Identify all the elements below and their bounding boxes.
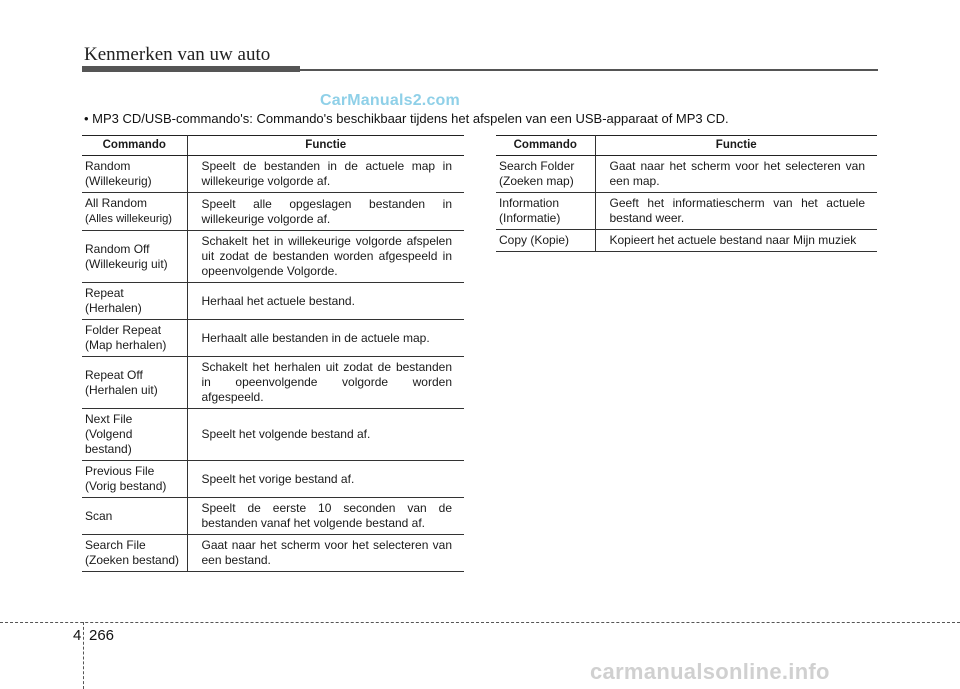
command-cell [496,193,595,230]
command-name: Previous File [85,464,155,478]
command-name: Random Off [85,241,150,256]
table-row [82,498,464,535]
table-header-row [82,136,464,156]
table-row [496,230,877,252]
command-translation: (Informatie) [499,211,561,225]
command-name: Random [85,159,131,173]
function-cell: Speelt de eerste 10 seconden van de bestanden vanaf het volgende bestand af. [187,498,464,535]
col-header-functie: Functie [187,136,464,156]
footer-dashed-divider [83,622,84,689]
table-row [82,409,464,461]
table-row [82,193,464,231]
command-cell [496,156,595,193]
table-row [82,156,464,193]
command-cell [82,156,187,193]
command-cell [82,231,187,283]
command-translation: (Willekeurig uit) [85,256,168,271]
col-header-commando: Commando [496,136,595,156]
command-name: Information [499,196,560,210]
command-name: Repeat Off [85,367,143,382]
command-cell: Copy (Kopie) [496,230,595,252]
page-header-title: Kenmerken van uw auto [84,44,271,65]
command-name: All Random [85,196,148,210]
command-cell [82,357,187,409]
command-translation: (Alles willekeurig) [85,213,173,225]
command-translation: (Willekeurig) [85,174,152,188]
table-row [82,283,464,320]
table-header-row [496,136,877,156]
col-header-commando: Commando [82,136,187,156]
function-cell: Gaat naar het scherm voor het selecteren van een bestand. [187,535,464,572]
command-name: Repeat [85,286,124,300]
table-row [82,320,464,357]
header-bar [82,66,300,72]
command-cell [82,193,187,231]
page-number: 266 [89,627,115,644]
function-cell: Speelt de bestanden in de actuele map in willekeurige volgorde af. [187,156,464,193]
table-row [496,156,877,193]
table-row [82,535,464,572]
table-row [82,357,464,409]
table-row [82,461,464,498]
command-translation: (Zoeken map) [499,174,574,188]
function-cell: Schakelt het in willekeurige volgorde afspelen uit zodat de bestanden worden afgespeeld in opeenvolgende Volgorde. [187,231,464,283]
command-name: Search Folder [499,159,575,173]
function-cell: Gaat naar het scherm voor het selecteren van een map. [595,156,877,193]
chapter-number: 4 [73,627,82,644]
intro-bullet: • MP3 CD/USB-commando's: Commando's beschikbaar tijdens het afspelen van een USB-apparaat of MP3 CD. [84,111,729,126]
command-translation-cont: bestand) [85,442,132,456]
command-translation: (Herhalen) [85,301,142,315]
command-cell: Scan [82,498,187,535]
function-cell: Herhaal het actuele bestand. [187,283,464,320]
header-rule [300,69,878,71]
function-cell: Kopieert het actuele bestand naar Mijn muziek [595,230,877,252]
command-cell [82,461,187,498]
command-name: Next File [85,412,133,426]
function-cell: Geeft het informatiescherm van het actuele bestand weer. [595,193,877,230]
command-translation: (Map herhalen) [85,338,167,352]
command-cell [82,409,187,461]
watermark-bottom: carmanualsonline.info [590,659,830,684]
function-cell: Speelt alle opgeslagen bestanden in willekeurige volgorde af. [187,193,464,231]
table-row [496,193,877,230]
command-name: Folder Repeat [85,323,162,337]
command-name: Search File [85,538,146,552]
command-cell [82,535,187,572]
command-cell [82,320,187,357]
command-cell [82,283,187,320]
command-translation: (Volgend [85,427,133,441]
command-translation: (Vorig bestand) [85,479,167,493]
table-row [82,231,464,283]
watermark-top: CarManuals2.com [320,92,460,109]
function-cell: Speelt het vorige bestand af. [187,461,464,498]
function-cell: Schakelt het herhalen uit zodat de bestanden in opeenvolgende volgorde worden afgespeeld. [187,357,464,409]
col-header-functie: Functie [595,136,877,156]
command-translation: (Herhalen uit) [85,382,158,397]
function-cell: Speelt het volgende bestand af. [187,409,464,461]
command-translation: (Zoeken bestand) [85,553,180,567]
right-command-table [496,135,877,252]
function-cell: Herhaalt alle bestanden in de actuele map. [187,320,464,357]
left-command-table [82,135,464,572]
footer-dashed-rule [0,622,960,623]
